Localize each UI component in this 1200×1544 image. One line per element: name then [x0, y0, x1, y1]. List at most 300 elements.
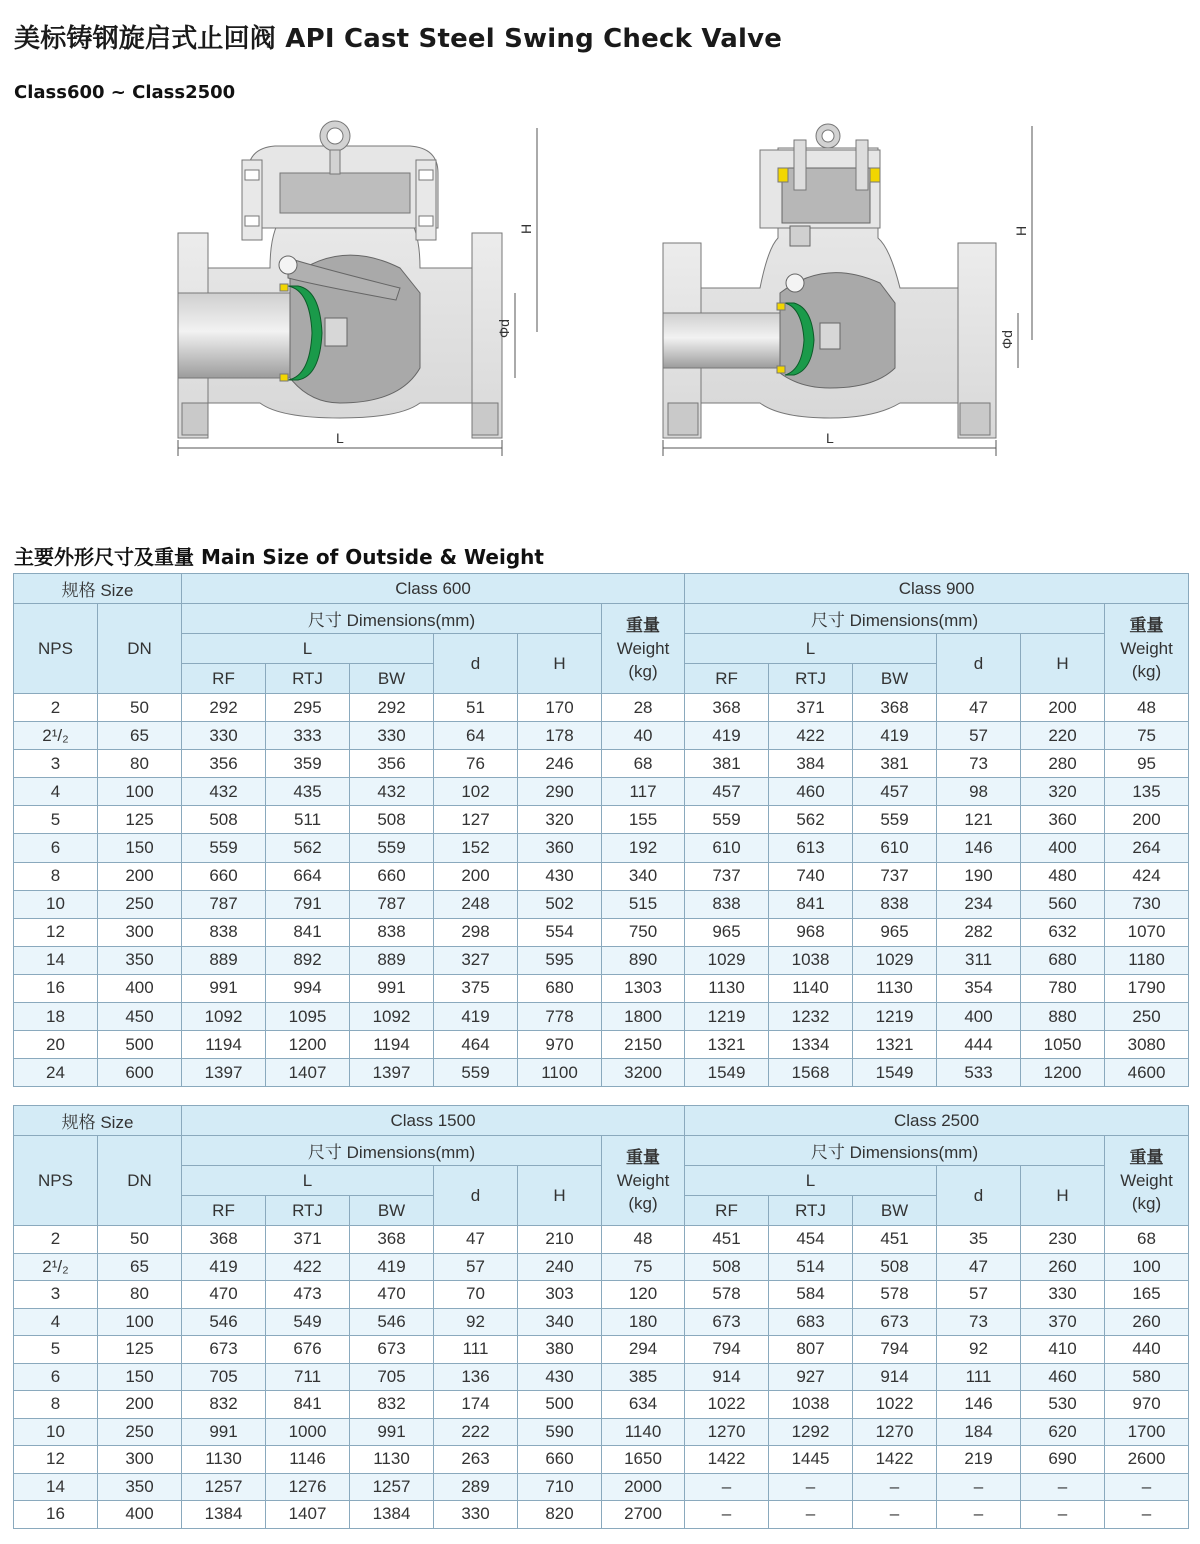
table-cell: 260: [1021, 1253, 1105, 1281]
table-cell: 3: [14, 1281, 98, 1309]
table-row: [14, 778, 1189, 806]
table-cell: 1022: [853, 1391, 937, 1419]
table-cell: 778: [518, 1003, 602, 1031]
table-cell: 222: [434, 1418, 518, 1446]
height-label: H: [518, 223, 534, 234]
table-cell: 136: [434, 1363, 518, 1391]
table-cell: 260: [1105, 1308, 1189, 1336]
table-cell: 120: [602, 1281, 685, 1309]
table-cell: 47: [937, 1253, 1021, 1281]
table-cell: 559: [182, 834, 266, 862]
table-cell: 210: [518, 1226, 602, 1254]
table-cell: 2¹/₂: [14, 722, 98, 750]
table-cell: 1292: [769, 1418, 853, 1446]
nps-header: NPS: [14, 604, 98, 694]
d-header: d: [937, 1166, 1021, 1226]
table-cell: –: [769, 1501, 853, 1529]
table-cell: 20: [14, 1031, 98, 1059]
table-cell: 660: [350, 862, 434, 890]
table-cell: 1303: [602, 974, 685, 1002]
table-cell: 292: [182, 694, 266, 722]
table-cell: 303: [518, 1281, 602, 1309]
table-cell: 65: [98, 1253, 182, 1281]
table-cell: 5: [14, 806, 98, 834]
table-cell: 559: [350, 834, 434, 862]
table-cell: –: [769, 1473, 853, 1501]
table-cell: 73: [937, 750, 1021, 778]
table-cell: 432: [182, 778, 266, 806]
weight-en: Weight: [1120, 1171, 1173, 1190]
table-cell: 610: [853, 834, 937, 862]
table-cell: 1219: [685, 1003, 769, 1031]
table-cell: 660: [182, 862, 266, 890]
table-cell: 1200: [1021, 1059, 1105, 1087]
table-cell: 384: [769, 750, 853, 778]
table-cell: 480: [1021, 862, 1105, 890]
table-cell: 590: [518, 1418, 602, 1446]
height-label: H: [1013, 225, 1029, 236]
table-row: [14, 1281, 1189, 1309]
table-cell: 250: [98, 890, 182, 918]
table-cell: 1232: [769, 1003, 853, 1031]
table-cell: 454: [769, 1226, 853, 1254]
size-header: 规格 Size: [14, 574, 182, 604]
table-cell: 6: [14, 834, 98, 862]
table-cell: 320: [518, 806, 602, 834]
table-cell: 841: [266, 1391, 350, 1419]
table-cell: 219: [937, 1446, 1021, 1474]
h-header: H: [1021, 1166, 1105, 1226]
table-cell: 111: [434, 1336, 518, 1364]
table-cell: 24: [14, 1059, 98, 1087]
table-cell: 57: [434, 1253, 518, 1281]
dn-header: DN: [98, 1136, 182, 1226]
table-cell: 1050: [1021, 1031, 1105, 1059]
table-cell: 368: [182, 1226, 266, 1254]
weight-unit: (kg): [1131, 1194, 1162, 1213]
table-cell: 200: [1105, 806, 1189, 834]
table-cell: 546: [182, 1308, 266, 1336]
table-cell: 880: [1021, 1003, 1105, 1031]
class-header-right: Class 2500: [685, 1106, 1189, 1136]
table-cell: 10: [14, 1418, 98, 1446]
table-cell: 360: [518, 834, 602, 862]
table-cell: 1140: [769, 974, 853, 1002]
table-cell: 360: [1021, 806, 1105, 834]
table-cell: 400: [937, 1003, 1021, 1031]
table-cell: 80: [98, 1281, 182, 1309]
table-cell: 560: [1021, 890, 1105, 918]
table-cell: 230: [1021, 1226, 1105, 1254]
table-cell: 444: [937, 1031, 1021, 1059]
table-cell: 559: [685, 806, 769, 834]
table-cell: 1397: [350, 1059, 434, 1087]
table-cell: –: [1021, 1473, 1105, 1501]
table-row: [14, 1501, 1189, 1529]
table-cell: 419: [350, 1253, 434, 1281]
table-cell: 430: [518, 862, 602, 890]
table-cell: 965: [853, 918, 937, 946]
table-cell: 451: [853, 1226, 937, 1254]
table-cell: 1029: [853, 946, 937, 974]
table-cell: 1130: [350, 1446, 434, 1474]
table-cell: 47: [937, 694, 1021, 722]
table-cell: 546: [350, 1308, 434, 1336]
table-cell: 280: [1021, 750, 1105, 778]
table-cell: 1130: [182, 1446, 266, 1474]
table-cell: 737: [685, 862, 769, 890]
table-row: [14, 694, 1189, 722]
table-cell: 1790: [1105, 974, 1189, 1002]
table-cell: 200: [434, 862, 518, 890]
table-cell: 549: [266, 1308, 350, 1336]
table-cell: 146: [937, 834, 1021, 862]
table-cell: 889: [350, 946, 434, 974]
table-cell: 190: [937, 862, 1021, 890]
table-cell: 340: [518, 1308, 602, 1336]
table-row: [14, 750, 1189, 778]
table-body: [14, 694, 1189, 1087]
table-cell: 371: [266, 1226, 350, 1254]
table-cell: 515: [602, 890, 685, 918]
table-cell: 500: [518, 1391, 602, 1419]
table-cell: 5: [14, 1336, 98, 1364]
table-row: [14, 1059, 1189, 1087]
table-row: [14, 1031, 1189, 1059]
table-row: [14, 1336, 1189, 1364]
table-cell: 10: [14, 890, 98, 918]
table-cell: 330: [434, 1501, 518, 1529]
table-cell: 820: [518, 1501, 602, 1529]
table-cell: 1038: [769, 1391, 853, 1419]
weight-header: [1105, 604, 1189, 694]
table-cell: 841: [769, 890, 853, 918]
table-row: [14, 1363, 1189, 1391]
table-cell: 292: [350, 694, 434, 722]
table-cell: 1549: [685, 1059, 769, 1087]
table-cell: 460: [1021, 1363, 1105, 1391]
table-cell: 92: [434, 1308, 518, 1336]
table-cell: 150: [98, 1363, 182, 1391]
table-cell: 300: [98, 1446, 182, 1474]
table-cell: 289: [434, 1473, 518, 1501]
table-cell: 991: [350, 974, 434, 1002]
table-cell: 98: [937, 778, 1021, 806]
dimensions-header: 尺寸 Dimensions(mm): [685, 1136, 1105, 1166]
table-cell: 2700: [602, 1501, 685, 1529]
page-title: 美标铸钢旋启式止回阀 API Cast Steel Swing Check Valve: [14, 24, 783, 54]
table-cell: 450: [98, 1003, 182, 1031]
table-cell: 263: [434, 1446, 518, 1474]
table-row: [14, 1473, 1189, 1501]
table-cell: 1100: [518, 1059, 602, 1087]
table-cell: 440: [1105, 1336, 1189, 1364]
table-cell: 690: [1021, 1446, 1105, 1474]
table-cell: 470: [182, 1281, 266, 1309]
table-cell: 350: [98, 1473, 182, 1501]
table-cell: 578: [685, 1281, 769, 1309]
table-cell: 634: [602, 1391, 685, 1419]
table-cell: 2: [14, 1226, 98, 1254]
table-cell: 970: [518, 1031, 602, 1059]
weight-header: [1105, 1136, 1189, 1226]
table-cell: –: [853, 1473, 937, 1501]
table-cell: 1445: [769, 1446, 853, 1474]
table-cell: 340: [602, 862, 685, 890]
weight-header: [602, 604, 685, 694]
table-cell: 508: [685, 1253, 769, 1281]
table-cell: 330: [182, 722, 266, 750]
table-cell: 14: [14, 1473, 98, 1501]
table-cell: 673: [350, 1336, 434, 1364]
table-cell: 2600: [1105, 1446, 1189, 1474]
table-cell: 294: [602, 1336, 685, 1364]
weight-cn: 重量: [1129, 616, 1164, 635]
table-cell: –: [937, 1501, 1021, 1529]
table-cell: 832: [350, 1391, 434, 1419]
table-row: [14, 722, 1189, 750]
table-cell: 838: [350, 918, 434, 946]
table-cell: 220: [1021, 722, 1105, 750]
table-cell: 1407: [266, 1501, 350, 1529]
class-header-left: Class 600: [182, 574, 685, 604]
table-row: [14, 1226, 1189, 1254]
table-cell: 1029: [685, 946, 769, 974]
size-header: 规格 Size: [14, 1106, 182, 1136]
table-row: [14, 806, 1189, 834]
size-table-600-900: [13, 573, 1189, 1087]
table-cell: 457: [685, 778, 769, 806]
table-cell: 511: [266, 806, 350, 834]
weight-unit: (kg): [628, 662, 658, 681]
table-cell: 80: [98, 750, 182, 778]
rf-header: RF: [685, 664, 769, 694]
table-cell: 368: [685, 694, 769, 722]
table-cell: –: [937, 1473, 1021, 1501]
table-row: [14, 1003, 1189, 1031]
table-cell: 991: [182, 974, 266, 1002]
table-cell: 250: [98, 1418, 182, 1446]
table-cell: 381: [853, 750, 937, 778]
table-cell: 1407: [266, 1059, 350, 1087]
weight-en: Weight: [1120, 639, 1173, 658]
table-cell: 165: [1105, 1281, 1189, 1309]
l-header: L: [182, 1166, 434, 1196]
h-header: H: [1021, 634, 1105, 694]
table-cell: 620: [1021, 1418, 1105, 1446]
table-cell: 457: [853, 778, 937, 806]
table-cell: 559: [853, 806, 937, 834]
table-cell: 1321: [853, 1031, 937, 1059]
table-cell: 356: [182, 750, 266, 778]
table-cell: 610: [685, 834, 769, 862]
table-cell: 794: [853, 1336, 937, 1364]
table-cell: 892: [266, 946, 350, 974]
dimensions-header: 尺寸 Dimensions(mm): [685, 604, 1105, 634]
table-cell: 264: [1105, 834, 1189, 862]
table-cell: 422: [769, 722, 853, 750]
table-cell: 562: [266, 834, 350, 862]
table-cell: 184: [937, 1418, 1021, 1446]
table-cell: 1130: [853, 974, 937, 1002]
table-cell: 1422: [853, 1446, 937, 1474]
table-cell: 841: [266, 918, 350, 946]
table-cell: 705: [350, 1363, 434, 1391]
weight-cn: 重量: [1129, 1148, 1164, 1167]
table-cell: 150: [98, 834, 182, 862]
class-range-subtitle: Class600 ~ Class2500: [14, 82, 236, 103]
bw-header: BW: [350, 664, 434, 694]
table-cell: 1180: [1105, 946, 1189, 974]
table-cell: –: [1105, 1473, 1189, 1501]
table-cell: 460: [769, 778, 853, 806]
table-cell: 290: [518, 778, 602, 806]
table-cell: 470: [350, 1281, 434, 1309]
table-cell: 4: [14, 1308, 98, 1336]
rf-header: RF: [182, 1196, 266, 1226]
table-cell: 632: [1021, 918, 1105, 946]
class-header-left: Class 1500: [182, 1106, 685, 1136]
table-cell: 125: [98, 1336, 182, 1364]
table-cell: 584: [769, 1281, 853, 1309]
table-cell: 451: [685, 1226, 769, 1254]
table-cell: 380: [518, 1336, 602, 1364]
table-cell: 419: [434, 1003, 518, 1031]
table-row: [14, 1418, 1189, 1446]
table-cell: 1130: [685, 974, 769, 1002]
table-cell: 92: [937, 1336, 1021, 1364]
diameter-label: Φd: [999, 330, 1015, 349]
table-cell: 102: [434, 778, 518, 806]
table-cell: 807: [769, 1336, 853, 1364]
table-cell: 1276: [266, 1473, 350, 1501]
table-cell: 57: [937, 1281, 1021, 1309]
table-cell: 1257: [182, 1473, 266, 1501]
table-cell: 178: [518, 722, 602, 750]
table-cell: 613: [769, 834, 853, 862]
table-row: [14, 1446, 1189, 1474]
table-cell: 100: [98, 1308, 182, 1336]
diameter-label: Φd: [496, 319, 512, 338]
table-cell: 248: [434, 890, 518, 918]
table-cell: 1397: [182, 1059, 266, 1087]
table-cell: 1568: [769, 1059, 853, 1087]
l-header: L: [182, 634, 434, 664]
table-cell: 234: [937, 890, 1021, 918]
table-cell: 1334: [769, 1031, 853, 1059]
valve-diagram-right: [660, 118, 1040, 460]
table-row: [14, 834, 1189, 862]
rf-header: RF: [182, 664, 266, 694]
table-cell: 419: [685, 722, 769, 750]
table-cell: 121: [937, 806, 1021, 834]
rtj-header: RTJ: [266, 664, 350, 694]
table-cell: 368: [350, 1226, 434, 1254]
table-cell: 95: [1105, 750, 1189, 778]
table-cell: 327: [434, 946, 518, 974]
valve-diagram-left: [170, 118, 550, 460]
table-cell: 673: [182, 1336, 266, 1364]
table-cell: –: [685, 1473, 769, 1501]
table-cell: 1321: [685, 1031, 769, 1059]
table-cell: 12: [14, 918, 98, 946]
table-cell: 660: [518, 1446, 602, 1474]
table-cell: 838: [853, 890, 937, 918]
table-cell: 3080: [1105, 1031, 1189, 1059]
table-cell: 464: [434, 1031, 518, 1059]
table-cell: 70: [434, 1281, 518, 1309]
nps-header: NPS: [14, 1136, 98, 1226]
table-cell: 320: [1021, 778, 1105, 806]
table-cell: 680: [1021, 946, 1105, 974]
table-cell: 200: [98, 1391, 182, 1419]
table-cell: 2150: [602, 1031, 685, 1059]
table-row: [14, 1308, 1189, 1336]
table-cell: 57: [937, 722, 1021, 750]
table-cell: 35: [937, 1226, 1021, 1254]
table-cell: 4: [14, 778, 98, 806]
table-cell: 152: [434, 834, 518, 862]
table-cell: 246: [518, 750, 602, 778]
table-cell: 370: [1021, 1308, 1105, 1336]
table-cell: 1038: [769, 946, 853, 974]
table-cell: 1200: [266, 1031, 350, 1059]
table-cell: 400: [1021, 834, 1105, 862]
table-cell: 473: [266, 1281, 350, 1309]
table-cell: 673: [853, 1308, 937, 1336]
table-cell: –: [853, 1501, 937, 1529]
table-cell: 295: [266, 694, 350, 722]
bw-header: BW: [853, 1196, 937, 1226]
rtj-header: RTJ: [769, 664, 853, 694]
weight-unit: (kg): [1131, 662, 1162, 681]
table-cell: 111: [937, 1363, 1021, 1391]
table-cell: 75: [602, 1253, 685, 1281]
table-cell: 359: [266, 750, 350, 778]
table-cell: 1270: [853, 1418, 937, 1446]
table-cell: 1022: [685, 1391, 769, 1419]
table-cell: 65: [98, 722, 182, 750]
table-cell: 968: [769, 918, 853, 946]
table-cell: 683: [769, 1308, 853, 1336]
d-header: d: [434, 634, 518, 694]
size-table-1500-2500: [13, 1105, 1189, 1529]
table-cell: 200: [1021, 694, 1105, 722]
table-cell: 1000: [266, 1418, 350, 1446]
table-cell: 3200: [602, 1059, 685, 1087]
rtj-header: RTJ: [769, 1196, 853, 1226]
table-cell: 673: [685, 1308, 769, 1336]
table-cell: 155: [602, 806, 685, 834]
table-cell: 664: [266, 862, 350, 890]
table-cell: 354: [937, 974, 1021, 1002]
table-cell: 780: [1021, 974, 1105, 1002]
table-cell: 16: [14, 1501, 98, 1529]
table-cell: 330: [350, 722, 434, 750]
table-cell: 600: [98, 1059, 182, 1087]
table-cell: 375: [434, 974, 518, 1002]
table-cell: 508: [182, 806, 266, 834]
table-cell: 125: [98, 806, 182, 834]
weight-en: Weight: [616, 639, 670, 658]
table-cell: 8: [14, 862, 98, 890]
table-cell: 371: [769, 694, 853, 722]
length-label: L: [826, 430, 834, 446]
d-header: d: [434, 1166, 518, 1226]
h-header: H: [518, 1166, 602, 1226]
table-cell: 75: [1105, 722, 1189, 750]
table-cell: 787: [182, 890, 266, 918]
